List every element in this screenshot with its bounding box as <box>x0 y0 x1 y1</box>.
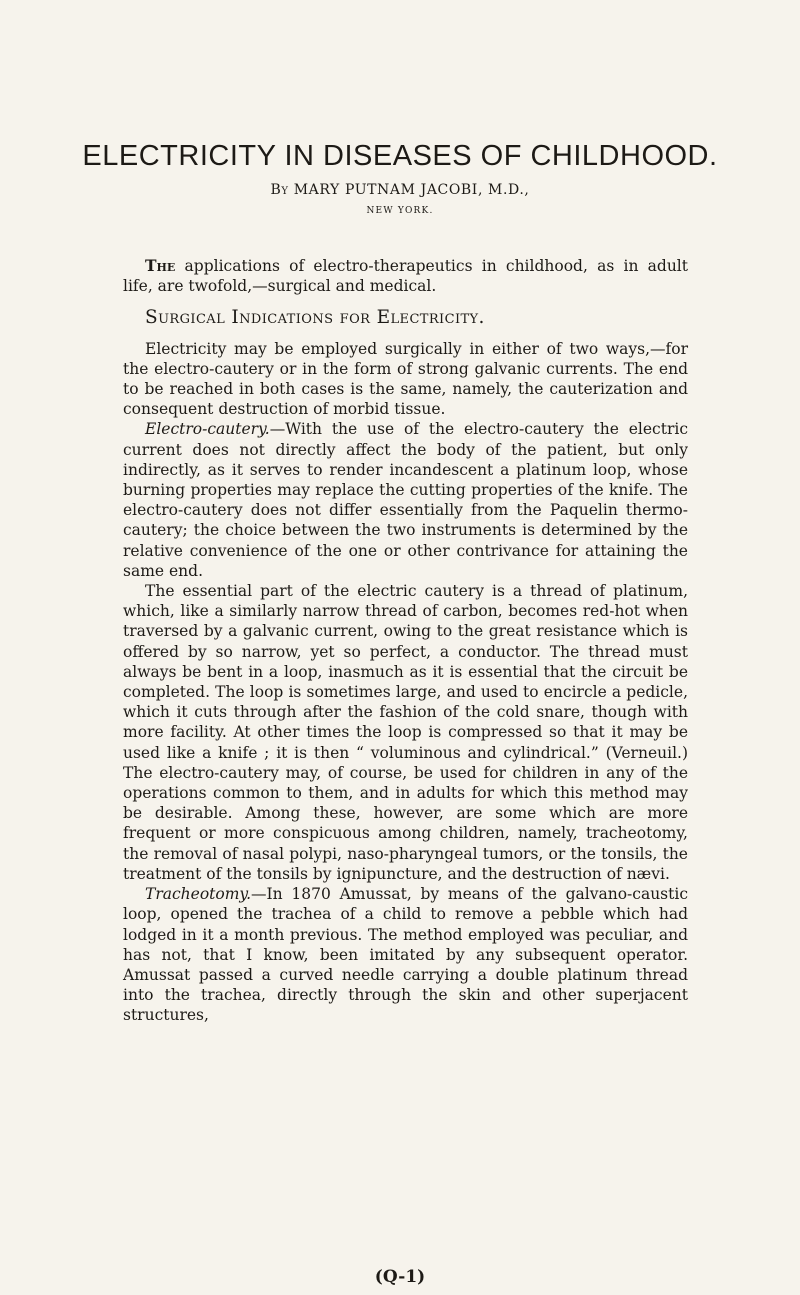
intro-lead-word: The <box>145 256 176 275</box>
paragraph-electro-cautery-text: —With the use of the electro-cautery the electric current does not directly affect the body of the patient, but only indirectly, as it serves to render incandescent a platinum loop, whose burning properties may replace the cutting properties of the knife. The electro-cautery does not differ essentially from the Paquelin thermo-cautery; the choice between the two instruments is determined by the relative convenience of the one or other contrivance for attaining the same end. <box>123 420 688 580</box>
byline-prefix: By <box>270 182 289 198</box>
paragraph-electro-cautery <box>123 419 688 581</box>
article-title: ELECTRICITY IN DISEASES OF CHILDHOOD. <box>82 140 718 172</box>
paragraph-tracheotomy <box>123 884 688 1025</box>
section-heading: Surgical Indications for Electricity. <box>145 307 485 329</box>
author-name: MARY PUTNAM JACOBI, M.D., <box>293 182 530 198</box>
paragraph-tracheotomy-text: —In 1870 Amussat, by means of the galvano-caustic loop, opened the trachea of a child to remove a pebble which had lodged in it a month previous. The method employed was peculiar, and has not, that I know, been imitated by any subsequent operator. Amussat passed a curved needle carrying a double platinum thread into the trachea, directly through the skin and other superjacent structures, <box>123 885 688 1025</box>
intro-paragraph <box>123 256 688 296</box>
paragraph-platinum-thread: The essential part of the electric cautery is a thread of platinum, which, like a similarly narrow thread of carbon, becomes red-hot when traversed by a galvanic current, owing to the great resistance which is offered by so narrow, yet so perfect, a conductor. The thread must always be bent in a loop, inasmuch as it is essential that the circuit be completed. The loop is sometimes large, and used to encircle a pedicle, which it cuts through after the fashion of the cold snare, though with more facility. At other times the loop is compressed so that it may be used like a knife ; it is then “ voluminous and cylindrical.” (Verneuil.) The electro-cautery may, of course, be used for children in any of the operations common to them, and in adults for which this method may be desirable. Among these, however, are some which are more frequent or more conspicuous among children, namely, tracheotomy, the removal of nasal polypi, naso-pharyngeal tumors, or the tonsils, the treatment of the tonsils by ignipuncture, and the destruction of nævi. <box>123 582 688 883</box>
runin-heading-electro-cautery: Electro-cautery. <box>145 420 270 439</box>
author-location: NEW YORK. <box>366 206 434 216</box>
author-byline <box>0 182 800 198</box>
signature-mark: (Q-1) <box>374 1267 426 1287</box>
runin-heading-tracheotomy: Tracheotomy. <box>145 885 252 904</box>
intro-text: applications of electro-therapeutics in childhood, as in adult life, are twofold,—surgical and medical. <box>123 257 688 296</box>
paragraph-electricity-use: Electricity may be employed surgically in either of two ways,—for the electro-cautery or in the form of strong galvanic currents. The end to be reached in both cases is the same, namely, the cauterization and consequent destruction of morbid tissue. <box>123 339 688 419</box>
article-body <box>123 256 688 1026</box>
